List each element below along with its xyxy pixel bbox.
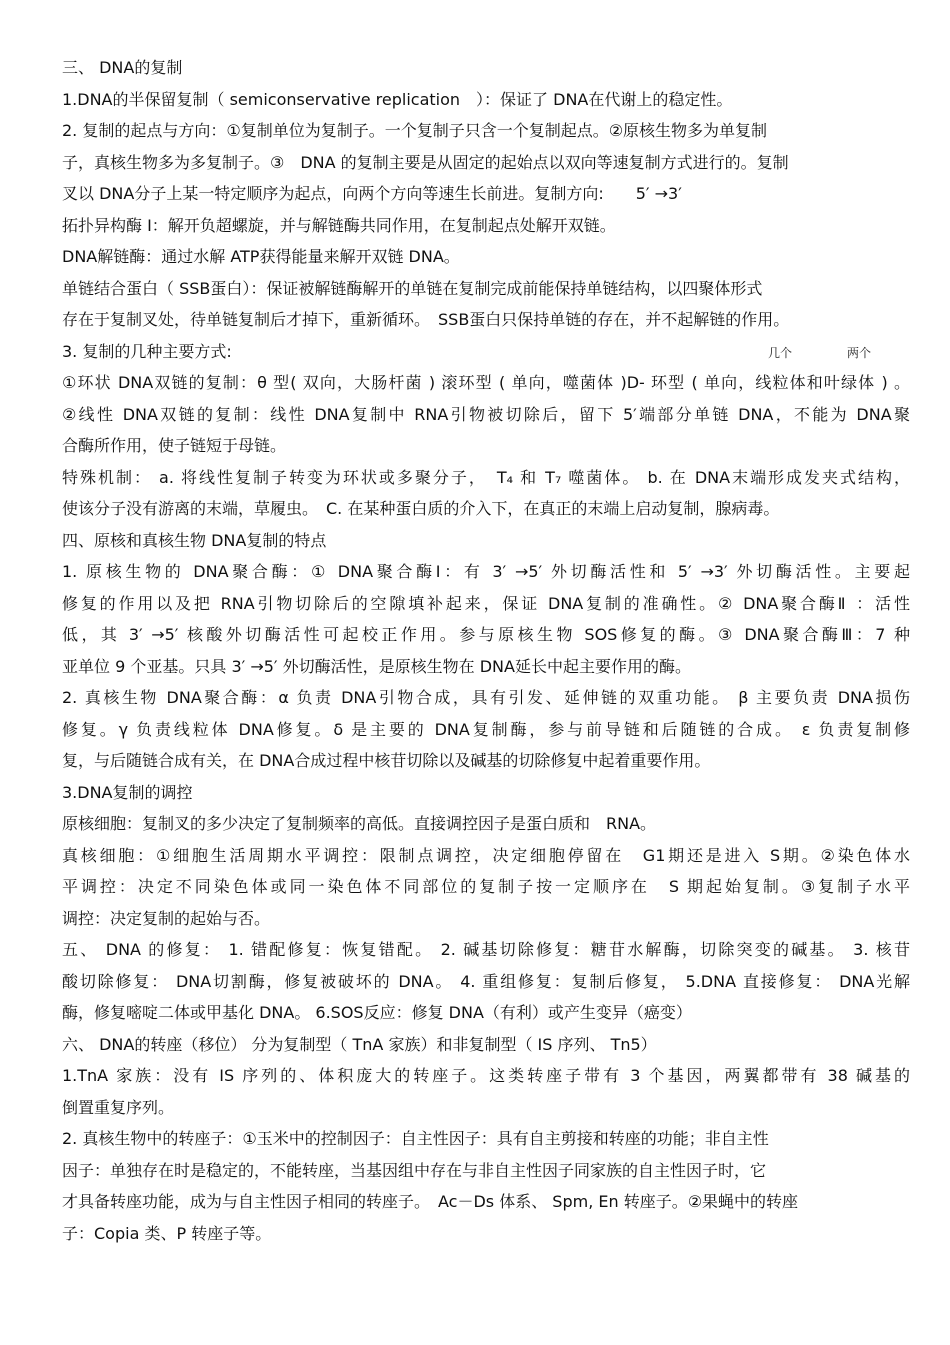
text-line: ②线性 DNA双链的复制：线性 DNA复制中 RNA引物被切除后，留下 5′端部分单链 DNA，不能为 DNA聚 bbox=[62, 404, 910, 424]
text-line: 3.DNA复制的调控 bbox=[62, 782, 193, 802]
text-line: 修复的作用以及把 RNA引物切除后的空隙填补起来，保证 DNA复制的准确性。② DNA聚合酶Ⅱ ：活性 bbox=[62, 593, 910, 613]
text-line: 亚单位 9 个亚基。只具 3′ →5′ 外切酶活性，是原核生物在 DNA延长中起主要作用的酶。 bbox=[62, 656, 691, 676]
margin-note-2: 两个 bbox=[847, 346, 872, 360]
text-line: 真核细胞：①细胞生活周期水平调控：限制点调控，决定细胞停留在 G1期还是进入 S期。②染色体水 bbox=[62, 845, 910, 865]
text-line: 单链结合蛋白（ SSB蛋白）：保证被解链酶解开的单链在复制完成前能保持单链结构，以四聚体形式 bbox=[62, 278, 763, 298]
text-line: 叉以 DNA分子上某一特定顺序为起点，向两个方向等速生长前进。复制方向: 5′ →3′ bbox=[62, 184, 682, 203]
text-line: 存在于复制叉处，待单链复制后才掉下，重新循环。 SSB蛋白只保持单链的存在，并不起解链的作用。 bbox=[62, 310, 790, 329]
text-line: 子：Copia 类、P 转座子等。 bbox=[62, 1223, 272, 1243]
text-line: 酸切除修复： DNA切割酶，修复被破坏的 DNA。 4. 重组修复：复制后修复， 5.DNA 直接修复： DNA光解 bbox=[62, 971, 910, 991]
text-line: DNA解链酶：通过水解 ATP获得能量来解开双链 DNA。 bbox=[62, 247, 460, 266]
text-line: ①环状 DNA双链的复制：θ 型( 双向，大肠杆菌 ) 滚环型 ( 单向，噬菌体 )D- 环型 ( 单向，线粒体和叶绿体 ) 。 bbox=[62, 373, 910, 392]
text-line: 2. 真核生物中的转座子：①玉米中的控制因子：自主性因子：具有自主剪接和转座的功能；非自主性 bbox=[62, 1129, 769, 1148]
text-line: 2. 复制的起点与方向：①复制单位为复制子。一个复制子只含一个复制起点。②原核生物多为单复制 bbox=[62, 121, 768, 140]
text-line: 倒置重复序列。 bbox=[62, 1097, 175, 1117]
text-line: 1.DNA的半保留复制（ semiconservative replication ）：保证了 DNA在代谢上的稳定性。 bbox=[62, 89, 733, 109]
margin-note-1: 几个 bbox=[768, 346, 793, 360]
text-line: 特殊机制： a. 将线性复制子转变为环状或多聚分子， T₄ 和 T₇ 噬菌体。 b. 在 DNA末端形成发夹式结构， bbox=[62, 467, 910, 487]
text-line: 子，真核生物多为多复制子。③ DNA 的复制主要是从固定的起始点以双向等速复制方式进行的。复制 bbox=[62, 152, 789, 172]
text-line: 低，其 3′ →5′ 核酸外切酶活性可起校正作用。参与原核生物 SOS修复的酶。③ DNA聚合酶Ⅲ：7 种 bbox=[62, 625, 910, 644]
text-line: 使该分子没有游离的末端，草履虫。 C. 在某种蛋白质的介入下，在真正的末端上启动复制，腺病毒。 bbox=[62, 499, 780, 518]
text-line: 四、原核和真核生物 DNA复制的特点 bbox=[62, 530, 327, 550]
text-line: 修复。γ 负责线粒体 DNA修复。δ 是主要的 DNA复制酶，参与前导链和后随链的合成。 ε 负责复制修 bbox=[62, 719, 910, 739]
text-line: 调控：决定复制的起始与否。 bbox=[62, 908, 271, 928]
text-line: 五、 DNA 的修复： 1. 错配修复：恢复错配。 2. 碱基切除修复：糖苷水解酶，切除突变的碱基。 3. 核苷 bbox=[62, 940, 910, 959]
text-line: 2. 真核生物 DNA聚合酶：α 负责 DNA引物合成，具有引发、延伸链的双重功能。 β 主要负责 DNA损伤 bbox=[62, 688, 910, 707]
text-line: 合酶所作用，使子链短于母链。 bbox=[62, 436, 287, 455]
text-line: 六、 DNA的转座（移位） 分为复制型（ TnA 家族）和非复制型（ IS 序列、 Tn5） bbox=[62, 1034, 657, 1054]
text-line: 酶，修复嘧啶二体或甲基化 DNA。 6.SOS反应：修复 DNA（有利）或产生变异（癌变） bbox=[62, 1003, 692, 1022]
text-line: 才具备转座功能，成为与自主性因子相同的转座子。 Ac－Ds 体系、 Spm, En 转座子。②果蝇中的转座 bbox=[62, 1192, 799, 1211]
text-line: 1.TnA 家族：没有 IS 序列的、体积庞大的转座子。这类转座子带有 3 个基因，两翼都带有 38 碱基的 bbox=[62, 1066, 910, 1085]
text-line: 因子：单独存在时是稳定的，不能转座，当基因组中存在与非自主性因子同家族的自主性因子时，它 bbox=[62, 1160, 767, 1180]
text-line: 1. 原核生物的 DNA聚合酶：① DNA聚合酶Ⅰ：有 3′ →5′ 外切酶活性和 5′ →3′ 外切酶活性。主要起 bbox=[62, 562, 910, 581]
text-line: 原核细胞：复制叉的多少决定了复制频率的高低。直接调控因子是蛋白质和 RNA。 bbox=[62, 814, 657, 833]
text-line: 拓扑异构酶 Ⅰ：解开负超螺旋，并与解链酶共同作用，在复制起点处解开双链。 bbox=[62, 215, 616, 235]
text-line: 复，与后随链合成有关，在 DNA合成过程中核苷切除以及碱基的切除修复中起着重要作用。 bbox=[62, 751, 711, 770]
text-line: 平调控：决定不同染色体或同一染色体不同部位的复制子按一定顺序在 S 期起始复制。③复制子水平 bbox=[62, 877, 910, 896]
text-line: 三、 DNA的复制 bbox=[62, 58, 183, 77]
text-line: 3. 复制的几种主要方式: bbox=[62, 341, 232, 361]
